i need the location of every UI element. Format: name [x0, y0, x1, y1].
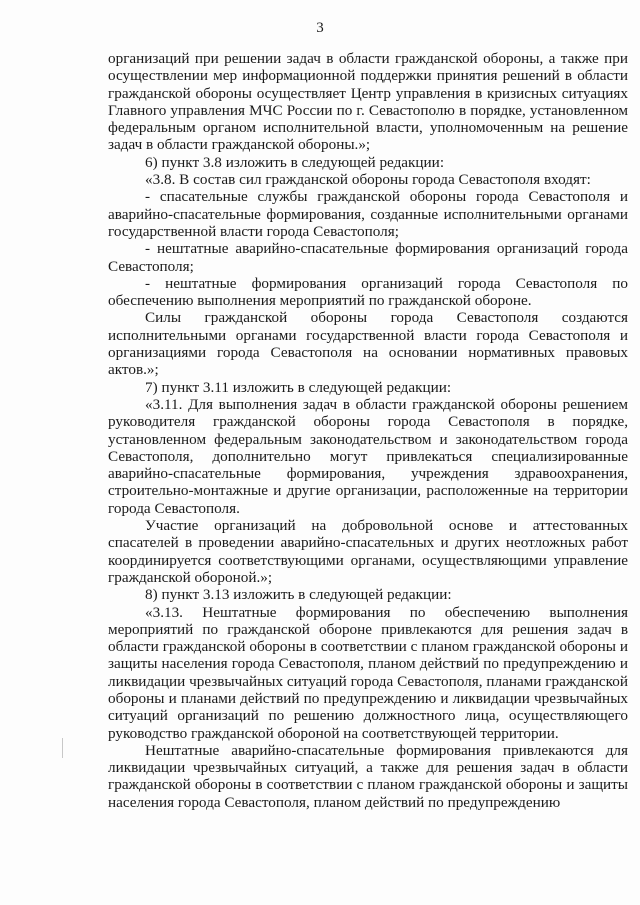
- paragraph-item-8: 8) пункт 3.13 изложить в следующей редакции:: [145, 586, 452, 604]
- paragraph-list-item: - нештатные формирования организаций города Севастополя по обеспечению выполнения мероприятий по гражданской обороне.: [108, 274, 628, 310]
- scan-margin-mark: [62, 738, 63, 758]
- paragraph-rescue-formations: Нештатные аварийно-спасательные формирования привлекаются для ликвидации чрезвычайных ситуаций, а также для решения задач в области гражданской обороны в соответствии с планом гражданской обороны и защиты населения города Севастополя, планом действий по предупреждению: [108, 741, 628, 811]
- paragraph-forces: Силы гражданской обороны города Севастополя создаются исполнительными органами государственной власти города Севастополя и организациями города Севастополя на основании нормативных правовых актов.»;: [108, 309, 628, 379]
- paragraph-item-6: 6) пункт 3.8 изложить в следующей редакции:: [145, 153, 445, 171]
- paragraph-list-item: - нештатные аварийно-спасательные формирования организаций города Севастополя;: [108, 240, 628, 275]
- paragraph-clause-3-8: «3.8. В состав сил гражданской обороны города Севастополя входят:: [145, 171, 591, 189]
- paragraph-item-7: 7) пункт 3.11 изложить в следующей редакции:: [145, 378, 452, 396]
- paragraph-clause-3-13: «3.13. Нештатные формирования по обеспечению выполнения мероприятий по гражданской обороне привлекаются для решения задач в области гражданской обороны в соответствии с планом гражданской обороны и защиты населения города Севастополя, планом действий по предупреждению и ликвидации чрезвычайных ситуаций города Севастополя, планами гражданской обороны и планами действий по предупреждению и ликвидации чрезвычайных ситуаций организаций по решению должностного лица, осуществляющего руководство гражданской обороной на соответствующей территории.: [108, 603, 628, 742]
- page-number: 3: [316, 20, 324, 36]
- paragraph-list-item: - спасательные службы гражданской обороны города Севастополя и аварийно-спасательные формирования, созданные исполнительными органами государственной власти города Севастополя;: [108, 188, 628, 240]
- document-body: [108, 50, 628, 811]
- paragraph-continuation: организаций при решении задач в области гражданской обороны, а также при осуществлении мер информационной поддержки принятия решений в области гражданской обороны осуществляет Центр управления в кризисных ситуациях Главного управления МЧС России по г. Севастополю в порядке, установленном федеральным органом исполнительной власти, уполномоченным на решение задач в области гражданской обороны.»;: [108, 50, 628, 154]
- paragraph-clause-3-11: «3.11. Для выполнения задач в области гражданской обороны решением руководителя гражданской обороны города Севастополя в порядке, установленном федеральным законодательством и законодательством города Севастополя, дополнительно могут привлекаться специализированные аварийно-спасательные формирования, учреждения здравоохранения, строительно-монтажные и другие организации, расположенные на территории города Севастополя.: [108, 395, 628, 517]
- paragraph-participation: Участие организаций на добровольной основе и аттестованных спасателей в проведении аварийно-спасательных и других неотложных работ координируется соответствующими органами, осуществляющими управление гражданской обороной.»;: [108, 517, 628, 586]
